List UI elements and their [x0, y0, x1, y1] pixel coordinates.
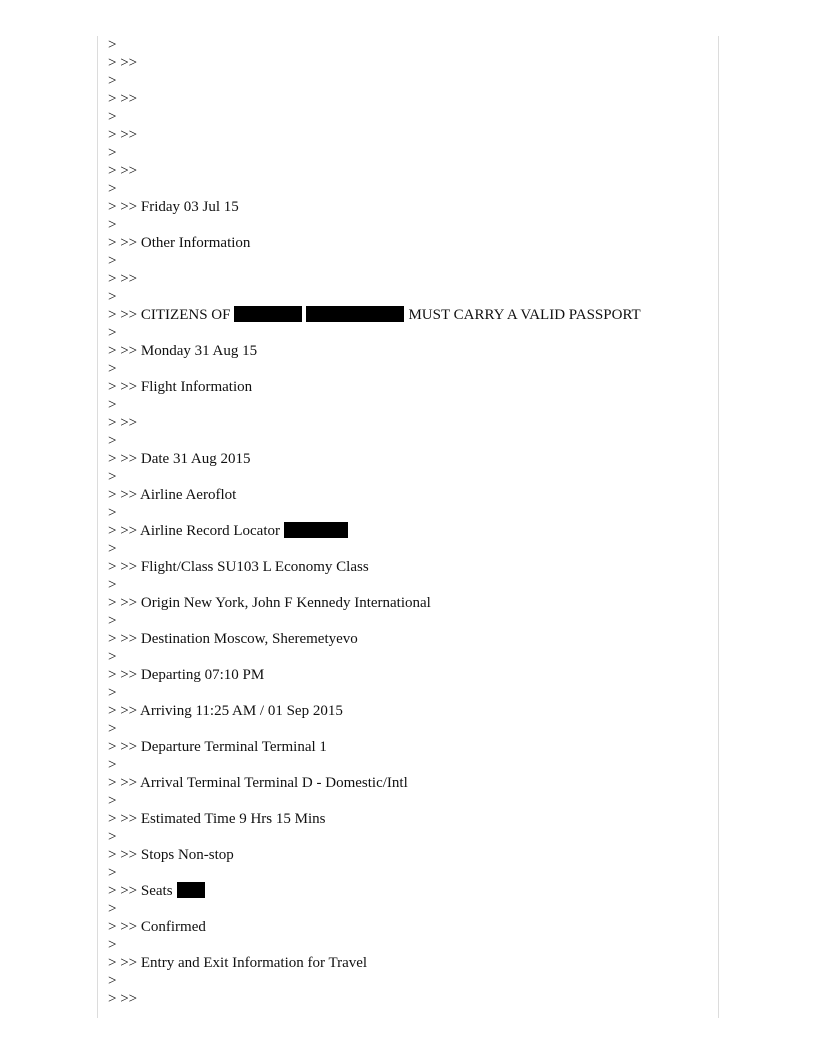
origin: > >> Origin New York, John F Kennedy International	[108, 595, 431, 611]
confirmed-status: > >> Confirmed	[108, 919, 206, 935]
seats	[108, 882, 708, 900]
departing: > >> Departing 07:10 PM	[108, 667, 265, 683]
quote-line: > >>	[108, 415, 138, 431]
quote-line: >	[108, 145, 117, 161]
stops: > >> Stops Non-stop	[108, 847, 234, 863]
quote-line: >	[108, 829, 117, 845]
quote-line: >	[108, 469, 117, 485]
quote-line: >	[108, 397, 117, 413]
departure-terminal: > >> Departure Terminal Terminal 1	[108, 739, 327, 755]
flight-class: > >> Flight/Class SU103 L Economy Class	[108, 559, 369, 575]
quote-line: > >>	[108, 55, 138, 71]
quote-line: >	[108, 793, 117, 809]
passport-notice-suffix: MUST CARRY A VALID PASSPORT	[408, 307, 641, 323]
estimated-time: > >> Estimated Time 9 Hrs 15 Mins	[108, 811, 326, 827]
quote-line: >	[108, 505, 117, 521]
passport-notice	[108, 306, 708, 324]
quote-line: > >>	[108, 91, 138, 107]
quote-line: > >>	[108, 127, 138, 143]
record-locator	[108, 522, 708, 540]
quote-line: >	[108, 541, 117, 557]
destination: > >> Destination Moscow, Sheremetyevo	[108, 631, 358, 647]
airline: > >> Airline Aeroflot	[108, 487, 237, 503]
quote-line: >	[108, 289, 117, 305]
quote-line: >	[108, 73, 117, 89]
quote-line: >	[108, 181, 117, 197]
redaction-block	[284, 522, 348, 538]
quote-line: >	[108, 685, 117, 701]
quote-line: > >>	[108, 163, 138, 179]
section-heading-other-info: > >> Other Information	[108, 235, 251, 251]
quote-line: >	[108, 649, 117, 665]
quote-line: > >>	[108, 991, 138, 1007]
date-line: > >> Monday 31 Aug 15	[108, 343, 258, 359]
section-heading-flight-info: > >> Flight Information	[108, 379, 253, 395]
quote-line: >	[108, 757, 117, 773]
quote-line: >	[108, 253, 117, 269]
seats-label: > >> Seats	[108, 883, 173, 899]
passport-notice-prefix: > >> CITIZENS OF	[108, 307, 231, 323]
flight-date: > >> Date 31 Aug 2015	[108, 451, 251, 467]
record-locator-label: > >> Airline Record Locator	[108, 523, 280, 539]
redaction-block	[306, 306, 404, 322]
quote-line: >	[108, 577, 117, 593]
quote-line: >	[108, 325, 117, 341]
redaction-block	[177, 882, 205, 898]
section-heading-entry-exit: > >> Entry and Exit Information for Travel	[108, 955, 368, 971]
redaction-block	[234, 306, 302, 322]
quote-line: >	[108, 217, 117, 233]
quote-line: >	[108, 433, 117, 449]
email-body	[108, 36, 708, 1008]
quote-line: >	[108, 613, 117, 629]
quote-line: >	[108, 37, 117, 53]
arriving: > >> Arriving 11:25 AM / 01 Sep 2015	[108, 703, 343, 719]
quote-line: >	[108, 901, 117, 917]
quote-line: >	[108, 361, 117, 377]
quote-line: >	[108, 973, 117, 989]
quote-line: >	[108, 109, 117, 125]
quote-line: >	[108, 865, 117, 881]
quote-line: > >>	[108, 271, 138, 287]
arrival-terminal: > >> Arrival Terminal Terminal D - Domestic/Intl	[108, 775, 408, 791]
date-line: > >> Friday 03 Jul 15	[108, 199, 239, 215]
quote-line: >	[108, 937, 117, 953]
quote-line: >	[108, 721, 117, 737]
